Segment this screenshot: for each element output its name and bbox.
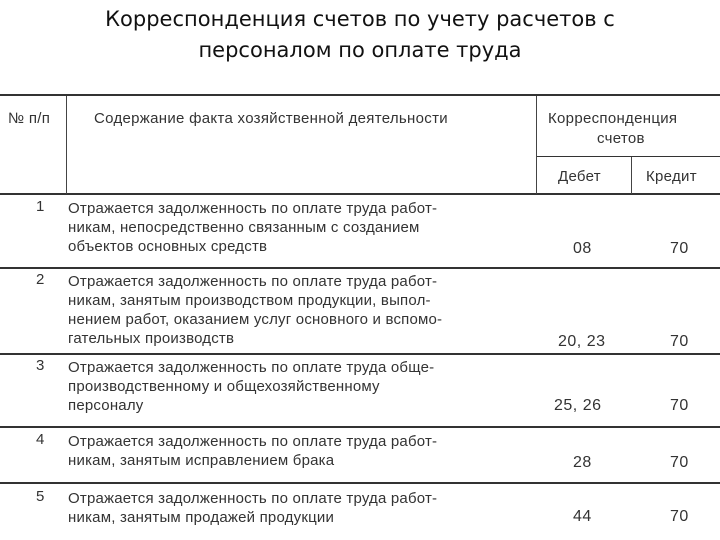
- row-content-line: объектов основных средств: [68, 238, 268, 255]
- header-content: Содержание факта хозяйственной деятельности: [94, 110, 448, 127]
- row-content-line: никам, занятым исправлением брака: [68, 452, 335, 469]
- row-content-line: нением работ, оказанием услуг основного и вспомо-: [68, 311, 443, 328]
- row-3-rule: [0, 426, 720, 428]
- header-credit: Кредит: [646, 168, 697, 185]
- row-content-line: никам, занятым производством продукции, выпол-: [68, 292, 431, 309]
- row-content-line: никам, занятым продажей продукции: [68, 509, 335, 526]
- row-content-line: Отражается задолженность по оплате труда работ-: [68, 200, 438, 217]
- header-debit: Дебет: [558, 168, 601, 185]
- row-credit: 70: [670, 508, 689, 525]
- row-debit: 28: [573, 454, 592, 471]
- row-1-rule: [0, 267, 720, 269]
- row-number: 3: [36, 357, 45, 374]
- row-content-line: персоналу: [68, 397, 144, 414]
- header-correspondence-line-2: счетов: [597, 130, 645, 147]
- header-number: № п/п: [8, 110, 51, 127]
- slide-title-line-2: персоналом по оплате труда: [198, 38, 522, 62]
- col-debit-divider: [631, 157, 632, 194]
- header-sub-rule: [536, 156, 720, 157]
- row-debit: 25, 26: [554, 397, 602, 414]
- slide-title: [0, 4, 720, 66]
- row-debit: 44: [573, 508, 592, 525]
- row-content-line: Отражается задолженность по оплате труда работ-: [68, 433, 438, 450]
- col-number-divider: [66, 96, 67, 194]
- row-number: 1: [36, 198, 45, 215]
- row-debit: 20, 23: [558, 333, 606, 350]
- header-correspondence-line-1: Корреспонденция: [548, 110, 678, 127]
- row-4-rule: [0, 482, 720, 484]
- row-2-rule: [0, 353, 720, 355]
- row-debit: 08: [573, 240, 592, 257]
- col-content-divider: [536, 96, 537, 194]
- row-content-line: гательных производств: [68, 330, 235, 347]
- row-credit: 70: [670, 454, 689, 471]
- row-content-line: никам, непосредственно связанным с созданием: [68, 219, 420, 236]
- row-content-line: Отражается задолженность по оплате труда работ-: [68, 273, 438, 290]
- row-number: 2: [36, 271, 45, 288]
- row-credit: 70: [670, 240, 689, 257]
- table-top-rule: [0, 94, 720, 96]
- row-content-line: Отражается задолженность по оплате труда работ-: [68, 490, 438, 507]
- row-credit: 70: [670, 333, 689, 350]
- row-number: 4: [36, 431, 45, 448]
- row-number: 5: [36, 488, 45, 505]
- row-content-line: Отражается задолженность по оплате труда обще-: [68, 359, 435, 376]
- header-bottom-rule: [0, 193, 720, 195]
- slide-title-line-1: Корреспонденция счетов по учету расчетов с: [105, 7, 615, 31]
- row-credit: 70: [670, 397, 689, 414]
- row-content-line: производственному и общехозяйственному: [68, 378, 380, 395]
